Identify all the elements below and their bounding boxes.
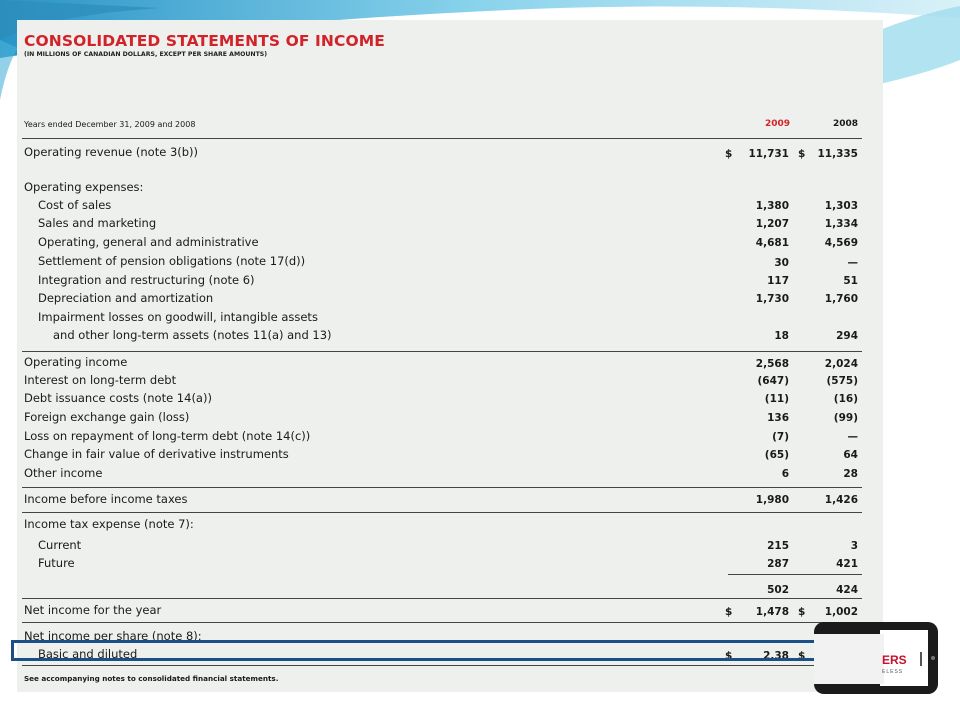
row-label: Settlement of pension obligations (note 17(d))	[38, 254, 306, 268]
row-label: Operating expenses:	[24, 180, 144, 194]
value-2008: —	[847, 257, 858, 269]
table-row	[0, 198, 880, 215]
table-row	[0, 429, 880, 446]
value-2009: 2.38	[763, 650, 789, 662]
table-row	[0, 391, 880, 408]
row-label: Current	[38, 538, 82, 552]
value-2008: 1,334	[824, 218, 858, 230]
highlight-box	[11, 640, 866, 661]
currency-symbol: $	[798, 606, 806, 618]
value-2008: —	[847, 431, 858, 443]
table-row	[0, 447, 880, 464]
divider	[22, 487, 862, 488]
column-header-2008: 2008	[832, 119, 858, 129]
value-2009: (65)	[764, 449, 789, 461]
row-label: Income before income taxes	[24, 492, 188, 506]
table-row	[0, 538, 880, 555]
divider	[22, 598, 862, 599]
divider	[22, 512, 862, 513]
row-label: Depreciation and amortization	[38, 291, 214, 305]
logo-text: ERS	[882, 653, 907, 667]
value-2008: 424	[836, 584, 858, 596]
value-2009: 30	[774, 257, 789, 269]
table-row	[0, 310, 880, 327]
value-2009: 2,568	[755, 358, 789, 370]
row-label: Operating income	[24, 355, 128, 369]
value-2008: (16)	[833, 393, 858, 405]
table-row	[0, 582, 880, 599]
currency-symbol: $	[725, 606, 733, 618]
value-2008: (99)	[833, 412, 858, 424]
currency-symbol: $	[725, 148, 733, 160]
value-2008: 64	[843, 449, 858, 461]
value-2009: 1,730	[755, 293, 789, 305]
row-label: Change in fair value of derivative instruments	[24, 447, 289, 461]
table-row	[0, 145, 880, 162]
row-label: Integration and restructuring (note 6)	[38, 273, 255, 287]
row-label: Debt issuance costs (note 14(a))	[24, 391, 212, 405]
logo-subtext: ELESS	[882, 669, 904, 675]
row-label: Income tax expense (note 7):	[24, 517, 194, 531]
row-label: Operating revenue (note 3(b))	[24, 145, 199, 159]
phone-logo-image	[812, 620, 940, 696]
value-2008: 294	[836, 330, 858, 342]
value-2008: 1,760	[824, 293, 858, 305]
row-label: Net income for the year	[24, 603, 162, 617]
table-row	[0, 254, 880, 271]
table-row	[0, 466, 880, 483]
table-row	[0, 235, 880, 252]
value-2009: (647)	[757, 375, 789, 387]
statement-subtitle: (IN MILLIONS OF CANADIAN DOLLARS, EXCEPT PER SHARE AMOUNTS)	[24, 51, 268, 58]
value-2008: 1,303	[824, 200, 858, 212]
value-2009: 1,207	[755, 218, 789, 230]
table-row	[0, 492, 880, 509]
value-2009: 1,380	[755, 200, 789, 212]
row-label: Net income per share (note 8):	[24, 629, 202, 643]
value-2009: 215	[767, 540, 789, 552]
value-2009: (11)	[764, 393, 789, 405]
column-header-2009: 2009	[764, 119, 790, 129]
value-2009: 1,980	[755, 494, 789, 506]
table-row	[0, 216, 880, 233]
table-row	[0, 180, 880, 197]
table-row	[0, 355, 880, 372]
row-label: Foreign exchange gain (loss)	[24, 410, 190, 424]
value-2008: 51	[843, 275, 858, 287]
divider	[22, 351, 862, 352]
row-label: Sales and marketing	[38, 216, 157, 230]
value-2008: 3	[850, 540, 858, 552]
table-row	[0, 603, 880, 620]
currency-symbol: $	[725, 650, 733, 662]
value-2008: 11,335	[817, 148, 858, 160]
period-label: Years ended December 31, 2009 and 2008	[24, 120, 196, 129]
currency-symbol: $	[798, 650, 806, 662]
divider	[728, 574, 862, 575]
value-2009: 1,478	[755, 606, 789, 618]
value-2009: 287	[767, 558, 789, 570]
value-2009: 502	[767, 584, 789, 596]
table-row	[0, 410, 880, 427]
divider	[22, 138, 862, 139]
value-2008: 2,024	[824, 358, 858, 370]
table-row	[0, 291, 880, 308]
divider	[22, 622, 862, 623]
row-label: Basic and diluted	[38, 647, 138, 661]
row-label: Other income	[24, 466, 103, 480]
value-2008: 421	[836, 558, 858, 570]
value-2008: 28	[843, 468, 858, 480]
value-2009: 4,681	[755, 237, 789, 249]
value-2009: 18	[774, 330, 789, 342]
row-label: Impairment losses on goodwill, intangible assets	[38, 310, 318, 324]
table-row	[0, 556, 880, 573]
value-2008: 4,569	[824, 237, 858, 249]
table-row	[0, 373, 880, 390]
value-2009: (7)	[772, 431, 789, 443]
value-2009: 6	[781, 468, 789, 480]
value-2009: 117	[767, 275, 789, 287]
row-label: and other long-term assets (notes 11(a) and 13)	[53, 328, 332, 342]
value-2008: 1,002	[824, 606, 858, 618]
value-2009: 136	[767, 412, 789, 424]
row-label: Cost of sales	[38, 198, 112, 212]
row-label: Future	[38, 556, 75, 570]
table-row	[0, 517, 880, 534]
row-label: Interest on long-term debt	[24, 373, 177, 387]
footnote: See accompanying notes to consolidated financial statements.	[24, 674, 279, 683]
statement-title: CONSOLIDATED STATEMENTS OF INCOME	[24, 32, 385, 50]
row-label: Operating, general and administrative	[38, 235, 259, 249]
value-2008: (575)	[826, 375, 858, 387]
table-row	[0, 273, 880, 290]
row-label: Loss on repayment of long-term debt (note 14(c))	[24, 429, 311, 443]
divider	[22, 665, 862, 666]
value-2009: 11,731	[748, 148, 789, 160]
currency-symbol: $	[798, 148, 806, 160]
value-2008: 1,426	[824, 494, 858, 506]
table-row	[0, 328, 880, 345]
